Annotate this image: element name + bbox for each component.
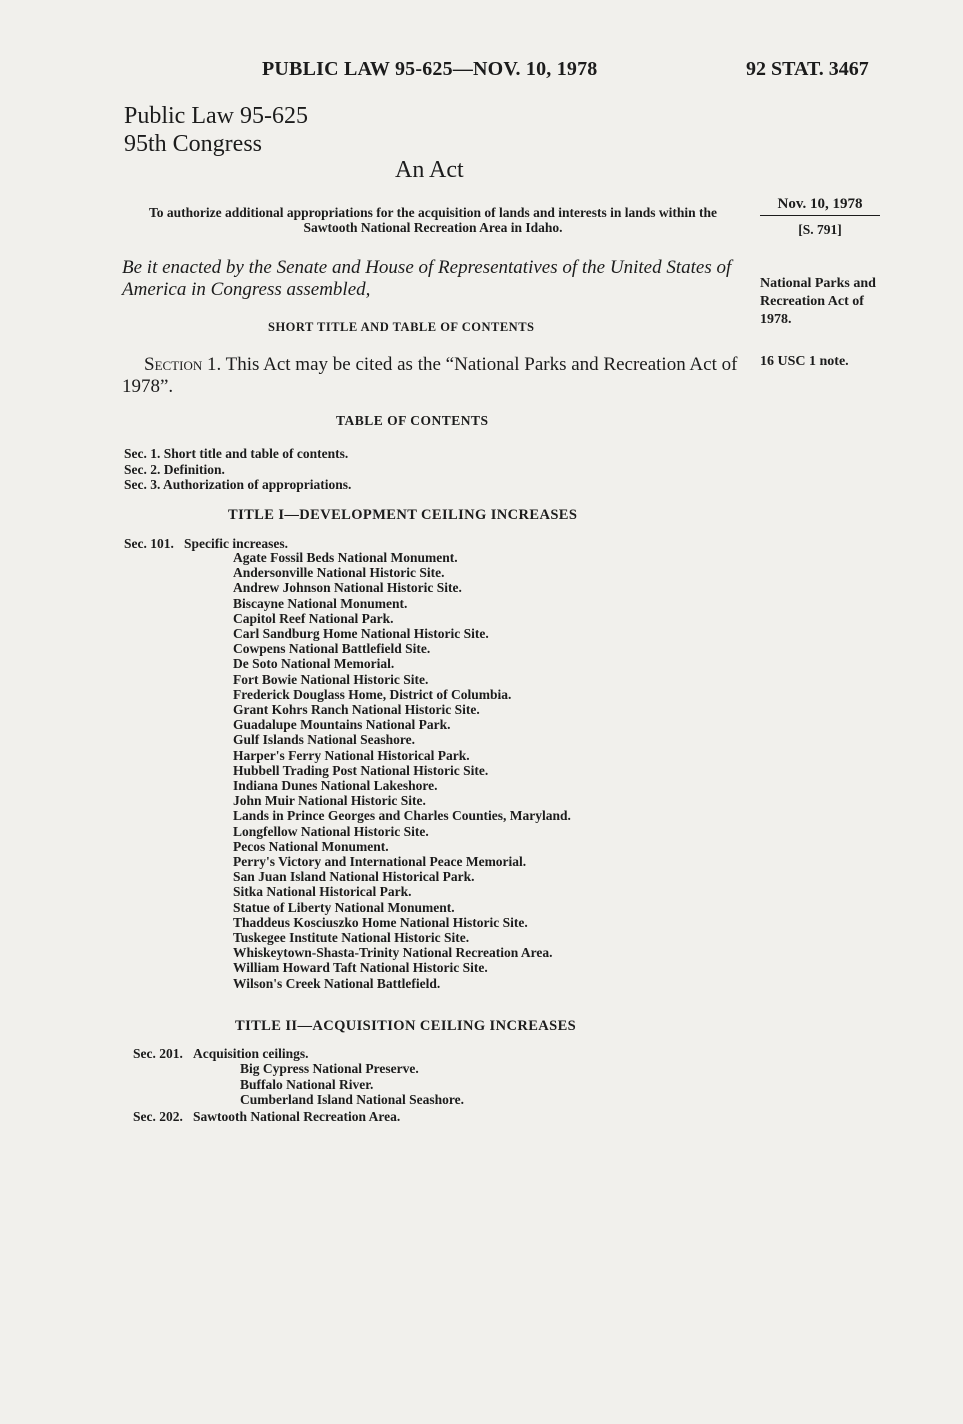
site-item: Cowpens National Battlefield Site. (233, 641, 431, 657)
site-item: Biscayne National Monument. (233, 595, 408, 611)
site-item: Hubbell Trading Post National Historic Site. (233, 762, 489, 778)
sec-201-label: Sec. 201. (133, 1046, 183, 1061)
section-1 (122, 354, 746, 398)
site-item: Lands in Prince Georges and Charles Counties, Maryland. (233, 808, 571, 824)
title-2-site-list (240, 1061, 464, 1108)
site-item: John Muir National Historic Site. (233, 793, 426, 809)
site-item: Carl Sandburg Home National Historic Site. (233, 626, 489, 642)
sec-202-text: Sawtooth National Recreation Area. (193, 1109, 401, 1124)
sec-202-entry (133, 1109, 400, 1125)
site-item: Indiana Dunes National Lakeshore. (233, 778, 438, 794)
title-1-heading: TITLE I—DEVELOPMENT CEILING INCREASES (228, 507, 578, 523)
site-item: William Howard Taft National Historic Site. (233, 960, 488, 976)
short-title-heading: SHORT TITLE AND TABLE OF CONTENTS (268, 320, 535, 334)
margin-act-name: National Parks and Recreation Act of 1978. (760, 276, 876, 327)
toc-list (124, 446, 351, 493)
site-item: Longfellow National Historic Site. (233, 823, 429, 839)
congress-number: 95th Congress (124, 131, 262, 157)
site-item: Agate Fossil Beds National Monument. (233, 550, 458, 565)
site-item: Wilson's Creek National Battlefield. (233, 975, 441, 991)
section-1-text: 1. This Act may be cited as the “National Parks and Recreation Act of 1978”. (122, 354, 738, 397)
site-item: Tuskegee Institute National Historic Site. (233, 930, 470, 946)
bill-number: [S. 791] (798, 222, 842, 237)
act-heading: An Act (395, 157, 464, 183)
site-item: Andersonville National Historic Site. (233, 565, 445, 581)
act-purpose: To authorize additional appropriations for the acquisition of lands and interests in lands within the Sawtooth National Recreation Area in Idaho. (148, 205, 718, 235)
site-item: Sitka National Historical Park. (233, 884, 412, 900)
statute-page-number: 92 STAT. 3467 (746, 58, 869, 80)
sec-201-text: Acquisition ceilings. (193, 1046, 309, 1061)
site-item: Thaddeus Kosciuszko Home National Historic Site. (233, 914, 528, 930)
margin-date-reference (760, 196, 880, 238)
toc-entry: Sec. 2. Definition. (124, 461, 225, 477)
toc-entry: Sec. 1. Short title and table of contents. (124, 446, 349, 461)
title-1-site-list (233, 550, 571, 991)
law-number: Public Law 95-625 (124, 103, 308, 129)
running-header: PUBLIC LAW 95-625—NOV. 10, 1978 (262, 58, 598, 80)
site-item: Grant Kohrs Ranch National Historic Site. (233, 702, 480, 718)
site-item: Whiskeytown-Shasta-Trinity National Recreation Area. (233, 945, 553, 961)
site-item: Perry's Victory and International Peace Memorial. (233, 854, 527, 870)
site-item: Gulf Islands National Seashore. (233, 732, 416, 748)
toc-entry: Sec. 3. Authorization of appropriations. (124, 477, 352, 492)
site-item: Pecos National Monument. (233, 838, 389, 854)
section-label: Section (144, 354, 203, 375)
title-2-heading: TITLE II—ACQUISITION CEILING INCREASES (235, 1018, 577, 1034)
sec-202-label: Sec. 202. (133, 1109, 183, 1124)
site-item: Buffalo National River. (240, 1076, 374, 1092)
site-item: San Juan Island National Historical Park. (233, 869, 475, 885)
enacting-clause: Be it enacted by the Senate and House of Representatives of the United States of America in Congress assembled, (122, 257, 732, 300)
sec-101-text: Specific increases. (184, 536, 288, 551)
site-item: Cumberland Island National Seashore. (240, 1092, 465, 1107)
sec-201-entry (133, 1046, 309, 1062)
toc-heading: TABLE OF CONTENTS (336, 413, 489, 428)
site-item: Statue of Liberty National Monument. (233, 899, 455, 915)
margin-usc-citation: 16 USC 1 note. (760, 354, 849, 369)
site-item: Fort Bowie National Historic Site. (233, 671, 429, 687)
sec-101-label: Sec. 101. (124, 536, 174, 551)
site-item: Guadalupe Mountains National Park. (233, 717, 451, 733)
site-item: Big Cypress National Preserve. (240, 1061, 419, 1076)
site-item: Capitol Reef National Park. (233, 610, 394, 626)
site-item: De Soto National Memorial. (233, 656, 395, 672)
site-item: Frederick Douglass Home, District of Columbia. (233, 686, 512, 702)
law-designation (124, 102, 308, 158)
enactment-date: Nov. 10, 1978 (760, 196, 880, 216)
site-item: Harper's Ferry National Historical Park. (233, 747, 470, 763)
site-item: Andrew Johnson National Historic Site. (233, 580, 462, 596)
